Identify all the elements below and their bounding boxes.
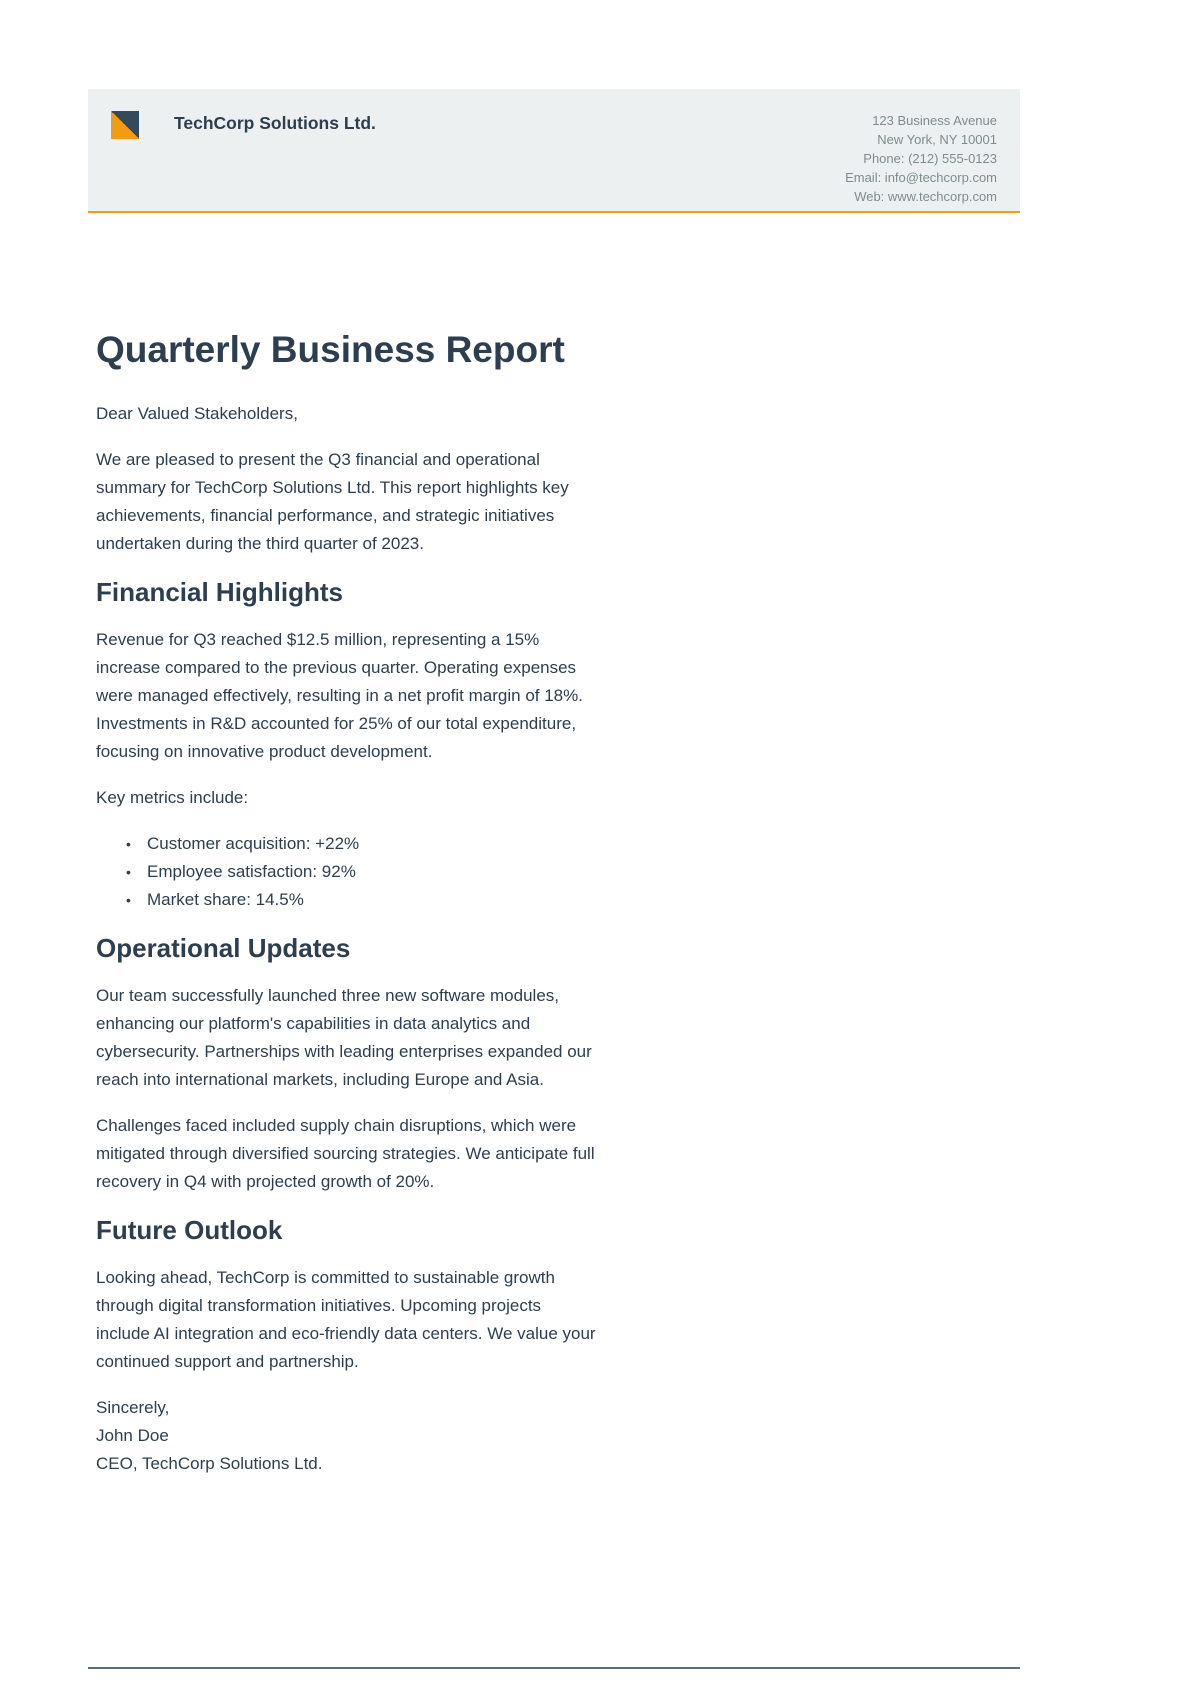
signoff <box>96 1394 596 1478</box>
letterhead <box>88 89 1020 213</box>
footer-divider <box>88 1667 1020 1669</box>
contact-block <box>845 111 997 206</box>
document-body <box>96 328 596 1478</box>
intro-paragraph: We are pleased to present the Q3 financial and operational summary for TechCorp Solutions Ltd. This report highlights key achievements, financial performance, and strategic initiatives undertaken during the third quarter of 2023. <box>96 450 569 553</box>
signatory-name: John Doe <box>96 1426 169 1445</box>
section-operational-updates <box>96 932 596 1196</box>
list-item: • Customer acquisition: +22% <box>126 830 596 858</box>
company-name: TechCorp Solutions Ltd. <box>174 113 376 133</box>
paragraph: Revenue for Q3 reached $12.5 million, representing a 15% increase compared to the previous quarter. Operating expenses were managed effectively, resulting in a net profit margin of 18%. Investments in R&D accounted for 25% of our total expenditure, focusing on innovative product development. <box>96 630 583 761</box>
section-financial-highlights <box>96 576 596 914</box>
paragraph: Challenges faced included supply chain disruptions, which were mitigated through diversified sourcing strategies. We anticipate full recovery in Q4 with projected growth of 20%. <box>96 1116 595 1191</box>
list-item: • Employee satisfaction: 92% <box>126 858 596 886</box>
page-title: Quarterly Business Report <box>96 329 565 370</box>
company-logo-icon <box>111 111 139 139</box>
phone: Phone: (212) 555-0123 <box>863 151 997 166</box>
address-line-2: New York, NY 10001 <box>877 132 997 147</box>
section-heading: Financial Highlights <box>96 577 344 607</box>
email: Email: info@techcorp.com <box>845 170 997 185</box>
list-item: • Market share: 14.5% <box>126 886 596 914</box>
paragraph: Our team successfully launched three new software modules, enhancing our platform's capabilities in data analytics and cybersecurity. Partnerships with leading enterprises expanded our reach into international markets, including Europe and Asia. <box>96 986 592 1089</box>
salutation: Dear Valued Stakeholders, <box>96 404 298 423</box>
section-heading: Future Outlook <box>96 1215 283 1245</box>
paragraph: Looking ahead, TechCorp is committed to sustainable growth through digital transformation initiatives. Upcoming projects include AI integration and eco-friendly data centers. We value your continued support and partnership. <box>96 1268 596 1371</box>
paragraph: Key metrics include: <box>96 788 249 807</box>
section-heading: Operational Updates <box>96 933 351 963</box>
section-future-outlook <box>96 1214 596 1376</box>
website: Web: www.techcorp.com <box>854 189 997 204</box>
signatory-title: CEO, TechCorp Solutions Ltd. <box>96 1454 323 1473</box>
closing: Sincerely, <box>96 1398 170 1417</box>
key-metrics-list <box>126 830 596 914</box>
address-line-1: 123 Business Avenue <box>872 113 997 128</box>
